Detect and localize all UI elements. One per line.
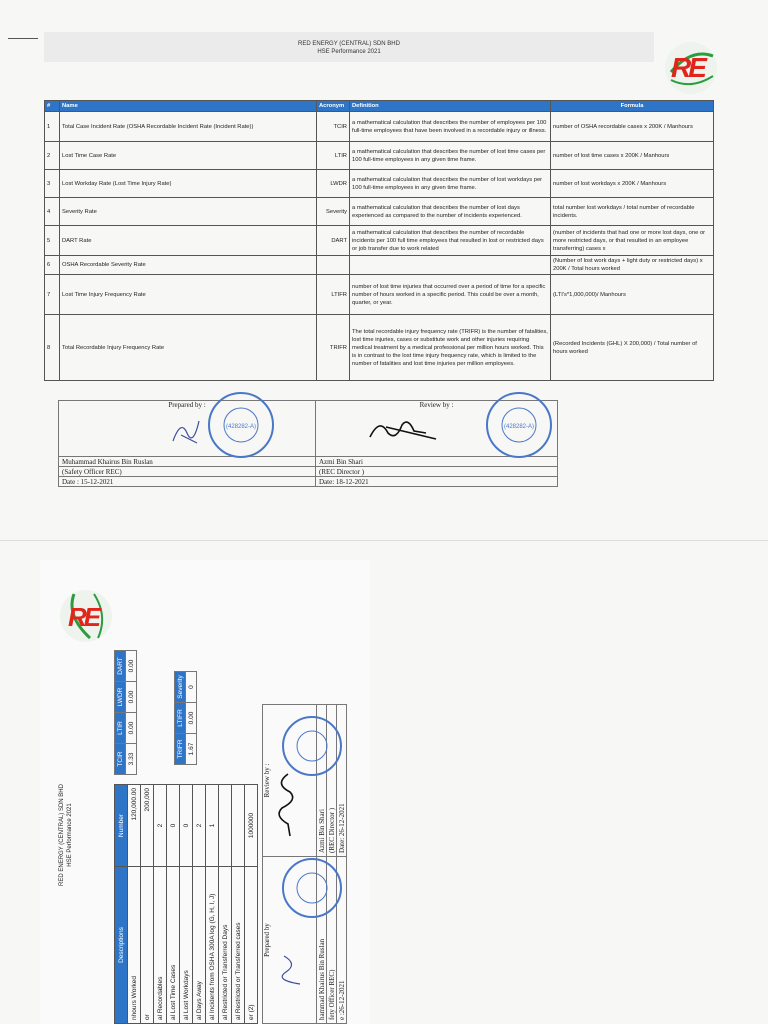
row-formula: number of lost time cases x 200K / Manhours <box>551 142 714 170</box>
row-definition <box>350 256 551 275</box>
row-acronym: LTIR <box>317 142 350 170</box>
row-formula: total number lost workdays / total number of recordable incidents. <box>551 198 714 226</box>
row-formula: (Number of lost work days + light duty or restricted days) x 200K / Total hours worked <box>551 256 714 275</box>
rotated-reviewer-name: Azmi Bin Shari <box>317 705 327 857</box>
table-row <box>180 785 193 1024</box>
table-row <box>45 170 714 198</box>
kpi-value-row <box>186 672 197 765</box>
row-number: 8 <box>45 315 60 381</box>
table-row <box>154 785 167 1024</box>
row-number: 3 <box>45 170 60 198</box>
row-name: Lost Time Injury Frequency Rate <box>60 275 317 315</box>
row-desc: or <box>141 867 154 1024</box>
rotated-company: RED ENERGY (CENTRAL) SDN BHD <box>59 784 65 886</box>
kpi-label: LWDR <box>115 682 126 713</box>
kpi-table-2 <box>174 671 197 765</box>
row-desc: al Restricted or Transferred Days <box>219 867 232 1024</box>
table-row <box>141 785 154 1024</box>
row-num <box>232 785 245 867</box>
table-header-row <box>45 101 714 112</box>
row-name: Lost Time Case Rate <box>60 142 317 170</box>
row-definition: a mathematical calculation that describes the number of lost workdays per 100 full-time employees in any given time frame. <box>350 170 551 198</box>
kpi-label: Severity <box>175 672 186 703</box>
row-name: OSHA Recordable Severity Rate <box>60 256 317 275</box>
kpi-label: TRIFR <box>175 734 186 765</box>
table-row <box>206 785 219 1024</box>
signature-row <box>59 401 558 457</box>
row-name: Total Recordable Injury Frequency Rate <box>60 315 317 381</box>
reviewer-name: Azmi Bin Shari <box>316 457 558 467</box>
kpi-header-row <box>175 672 186 765</box>
row-desc: nhours Worked <box>128 867 141 1024</box>
table-row <box>45 275 714 315</box>
rotated-header <box>58 770 74 900</box>
reviewer-role: (REC Director ) <box>316 467 558 477</box>
row-definition: a mathematical calculation that describes the number of recordable incidents per 100 full time employees that resulted in lost or restricted days or job transfer due to work related <box>350 226 551 256</box>
row-name: DART Rate <box>60 226 317 256</box>
kpi-value: 0 <box>186 672 197 703</box>
signature-row <box>59 457 558 467</box>
table-row <box>45 112 714 142</box>
row-desc: al Incidents from OSHA 300A log (G, H, I, J) <box>206 867 219 1024</box>
row-name: Total Case Incident Rate (OSHA Recordable Incident Rate (Incident Rate)) <box>60 112 317 142</box>
signature-row <box>59 477 558 487</box>
row-num: 2 <box>154 785 167 867</box>
row-num: 1000000 <box>245 785 258 867</box>
row-num: 1 <box>206 785 219 867</box>
kpi-value-row <box>126 651 137 775</box>
page-edge-line <box>8 38 38 39</box>
svg-text:(428282-A): (428282-A) <box>503 424 535 430</box>
col-acronym: Acronym <box>317 101 350 112</box>
col-name: Name <box>60 101 317 112</box>
row-acronym: DART <box>317 226 350 256</box>
company-logo <box>665 42 717 94</box>
rotated-reviewer-role: (REC Director ) <box>327 705 337 857</box>
row-desc: al Days Away <box>193 867 206 1024</box>
col-number: # <box>45 101 60 112</box>
table-row <box>128 785 141 1024</box>
rotated-reviewer-signature-icon <box>268 770 308 840</box>
row-number: 5 <box>45 226 60 256</box>
row-number: 4 <box>45 198 60 226</box>
rotated-logo <box>60 590 112 642</box>
col-definition: Definition <box>350 101 551 112</box>
rotated-prepared-label: Prepared by <box>263 923 271 957</box>
rotated-preparer-date: e :26-12-2021 <box>337 857 347 1024</box>
kpi-label: DART <box>115 651 126 682</box>
kpi-label: TCIR <box>115 744 126 775</box>
rotated-subtitle: HSE Performance 2021 <box>67 803 73 867</box>
row-desc: al Restricted or Transferred cases <box>232 867 245 1024</box>
row-number: 2 <box>45 142 60 170</box>
kpi-label: LTIR <box>115 713 126 744</box>
table-row <box>45 142 714 170</box>
rotated-review-label: Review by : <box>263 763 271 798</box>
page-header <box>44 32 654 62</box>
row-definition: The total recordable injury frequency rate (TRIFR) is the number of fatalities, lost time injuries, cases or substitute work and other injuries requiring medical treatment by a medical professional per million hours worked. This is in contrast to the lost time injury frequency rate, which is limited to the number of fatalities and lost time injuries per million employees. <box>350 315 551 381</box>
row-desc: al Lost Workdays <box>180 867 193 1024</box>
row-num <box>219 785 232 867</box>
table-row <box>45 226 714 256</box>
row-desc: al Recordables <box>154 867 167 1024</box>
kpi-value: 0.00 <box>126 651 137 682</box>
stamp-seal-icon <box>488 394 550 456</box>
preparer-role: (Safety Officer REC) <box>59 467 316 477</box>
row-num: 120,000.00 <box>128 785 141 867</box>
company-name: RED ENERGY (CENTRAL) SDN BHD <box>298 41 400 47</box>
row-acronym: TRIFR <box>317 315 350 381</box>
report-subtitle: HSE Performance 2021 <box>317 49 381 55</box>
table-row <box>193 785 206 1024</box>
row-number: 1 <box>45 112 60 142</box>
row-acronym: TCIR <box>317 112 350 142</box>
page-divider <box>0 540 768 541</box>
logo-text: RE <box>68 602 99 632</box>
prepared-label: Prepared by : <box>168 401 206 409</box>
rotated-preparer-role: fety Officer REC) <box>327 857 337 1024</box>
row-formula: number of lost workdays x 200K / Manhours <box>551 170 714 198</box>
row-number: 6 <box>45 256 60 275</box>
table-row <box>232 785 245 1024</box>
row-formula: (LTI's*1,000,000)/ Manhours <box>551 275 714 315</box>
definitions-table <box>44 100 714 381</box>
row-definition: a mathematical calculation that describes the number of lost days experienced as compared to the number of incidents experienced. <box>350 198 551 226</box>
row-name: Severity Rate <box>60 198 317 226</box>
rotated-stamp-2 <box>282 716 342 776</box>
table-row <box>245 785 258 1024</box>
row-formula: number of OSHA recordable cases x 200K / Manhours <box>551 112 714 142</box>
desc-header-row <box>115 785 128 1024</box>
rotated-preparer-name: hammad Khairus Bin Ruslan <box>317 857 327 1024</box>
signature-table <box>58 400 558 487</box>
row-acronym <box>317 256 350 275</box>
row-num: 0 <box>180 785 193 867</box>
svg-text:(428282-A): (428282-A) <box>225 424 257 430</box>
preparer-signature-icon <box>167 415 207 449</box>
row-definition: a mathematical calculation that describes the number of employees per 100 full-time employees that have been involved in a recordable injury or illness. <box>350 112 551 142</box>
table-row <box>45 198 714 226</box>
kpi-table-1 <box>114 650 137 775</box>
row-num: 200,000 <box>141 785 154 867</box>
table-row <box>219 785 232 1024</box>
row-acronym: Severity <box>317 198 350 226</box>
table-row <box>45 315 714 381</box>
row-num: 2 <box>193 785 206 867</box>
row-formula: (Recorded Incidents (GHL) X 200,000) / Total number of hours worked <box>551 315 714 381</box>
table-row <box>167 785 180 1024</box>
rotated-stamp <box>282 858 342 918</box>
row-acronym: LTIFR <box>317 275 350 315</box>
row-formula: (number of incidents that had one or more lost days, one or more restricted days, or that resulted in an employee transferring) cases x <box>551 226 714 256</box>
prepared-cell <box>59 401 316 457</box>
row-number: 7 <box>45 275 60 315</box>
num-header: Number <box>115 785 128 867</box>
row-desc: er (2) <box>245 867 258 1024</box>
row-definition: number of lost time injuries that occurred over a period of time for a specific number of hours worked in a specific period. This could be over a month, quarter, or year. <box>350 275 551 315</box>
kpi-value: 0.00 <box>126 682 137 713</box>
preparer-date: Date : 15-12-2021 <box>59 477 316 487</box>
company-stamp <box>208 392 274 458</box>
stamp-seal-icon <box>284 860 340 916</box>
desc-header: Descriptions <box>115 867 128 1024</box>
reviewer-date: Date: 18-12-2021 <box>316 477 558 487</box>
logo-text: RE <box>671 52 704 83</box>
kpi-value: 0.00 <box>186 703 197 734</box>
preparer-name: Muhammad Khairus Bin Ruslan <box>59 457 316 467</box>
table-row <box>45 256 714 275</box>
kpi-value: 3.33 <box>126 744 137 775</box>
kpi-value: 1.67 <box>186 734 197 765</box>
reviewer-signature-icon <box>366 413 446 447</box>
stamp-seal-icon <box>210 394 272 456</box>
rotated-reviewer-date: Date: 26-12-2021 <box>337 705 347 857</box>
review-label: Review by : <box>419 401 454 409</box>
rotated-preparer-signature-icon <box>278 950 308 990</box>
signature-row <box>59 467 558 477</box>
row-desc: al Lost Time Cases <box>167 867 180 1024</box>
descriptions-table <box>114 784 258 1024</box>
kpi-header-row <box>115 651 126 775</box>
kpi-value: 0.00 <box>126 713 137 744</box>
row-definition: a mathematical calculation that describes the number of lost time cases per 100 full-time employees in any given time frame. <box>350 142 551 170</box>
kpi-label: LTIFR <box>175 703 186 734</box>
row-num: 0 <box>167 785 180 867</box>
company-stamp-2 <box>486 392 552 458</box>
row-name: Lost Workday Rate (Lost Time Injury Rate) <box>60 170 317 198</box>
row-acronym: LWDR <box>317 170 350 198</box>
col-formula: Formula <box>551 101 714 112</box>
stamp-seal-icon <box>284 718 340 774</box>
